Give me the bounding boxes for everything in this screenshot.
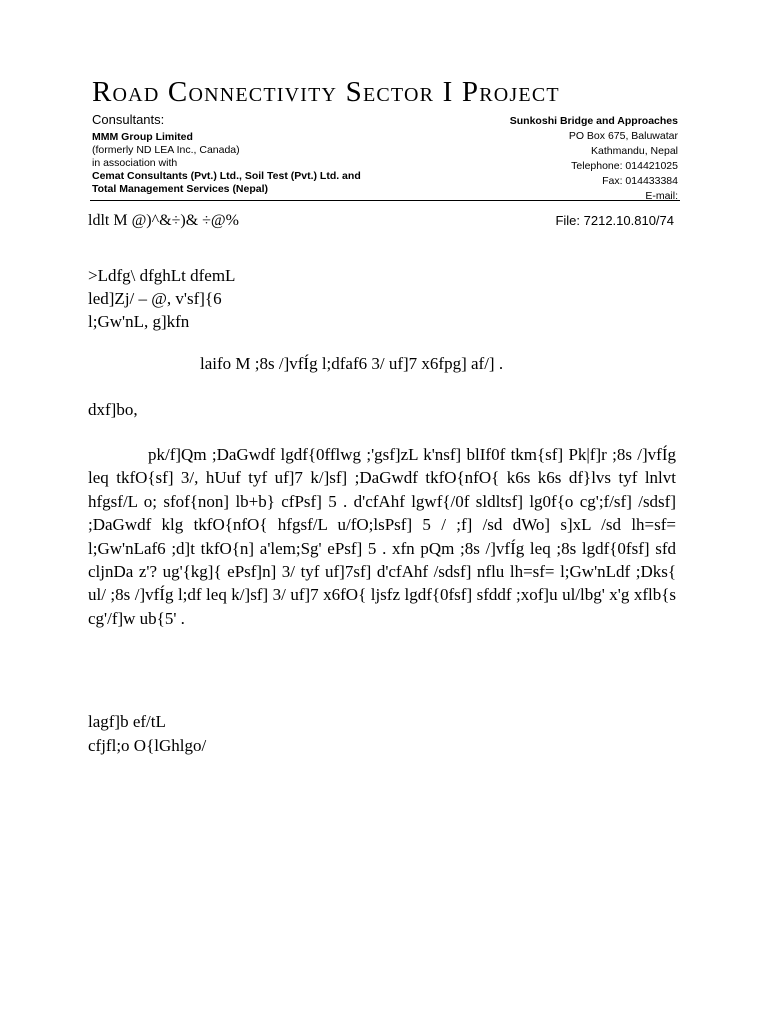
firm-line: MMM Group Limited	[92, 131, 193, 143]
project-office-address	[410, 114, 678, 204]
address-line: led]Zj/ – @, v'sf]{6	[88, 289, 222, 308]
file-reference: File: 7212.10.810/74	[555, 213, 674, 228]
consultants-label: Consultants:	[92, 112, 165, 127]
office-line: PO Box 675, Baluwatar	[568, 130, 678, 142]
consultant-firms	[92, 131, 361, 196]
letter-date: ldlt M @)^&÷)& ÷@%	[88, 212, 239, 229]
letter-subject: laifo M ;8s /]vfÍg l;dfaf6 3/ uf]7 x6fpg] af/] .	[200, 354, 504, 373]
office-line: Kathmandu, Nepal	[591, 145, 678, 157]
firm-line: Cemat Consultants (Pvt.) Ltd., Soil Test (Pvt.) Ltd. and	[92, 170, 361, 182]
signatory-title: cfjfl;o O{lGhlgo/	[88, 736, 207, 755]
salutation: dxf]bo,	[88, 400, 138, 419]
address-line: l;Gw'nL, g]kfn	[88, 312, 190, 331]
body-text: pk/f]Qm ;DaGwdf lgdf{0fflwg ;'gsf]zL k'nsf] blIf0f tkm{sf] Pk|f]r ;8s /]vfÍg leq tkfO{sf] 3/, hUuf tyf uf]7 k/]sf] ;DaGwdf tkfO{nfO{ k6s k6s df}lvs tyf lnlvt hfgsf/L o; sfof{non] lb+b} cfPsf] 5 . d'cfAhf lgwf{/0f sldltsf] lg0f{o cg';f/sf] /sdsf] ;DaGwdf klg tkfO{nfO{ hfgsf/L u/fO;lsPsf] 5 / ;f] /sd dWo] s]xL /sd lh=sf= l;Gw'nLaf6 ;d]t tkfO{n] a'lem;Sg' ePsf] 5 . xfn pQm ;8s /]vfÍg leq ;8s lgdf{0fsf] sfd cljnDa z'? ug'{kg]{ ePsf]n] 3/ tyf uf]7sf] d'cfAhf /sdsf] nflu lh=sf= l;Gw'nLdf ;Dks{ ul/ ;8s /]vfÍg l;df leq k/]sf] 3/ uf]7 x6fO{ ljsfz lgdf{0fsf] sfddf ;xof]u ul/lbg' x'g xflb{s cg'/f]w ub{5' .	[88, 445, 676, 628]
office-line: E-mail:	[645, 190, 678, 202]
firm-line: (formerly ND LEA Inc., Canada)	[92, 144, 240, 156]
signatory-name: lagf]b ef/tL	[88, 712, 166, 731]
office-line: Fax: 014433384	[602, 175, 678, 187]
office-line: Sunkoshi Bridge and Approaches	[509, 115, 678, 127]
header-divider	[90, 200, 680, 201]
project-title: Road Connectivity Sector I Project	[92, 76, 560, 108]
signature-block	[88, 710, 206, 758]
office-line: Telephone: 014421025	[571, 160, 678, 172]
firm-line: Total Management Services (Nepal)	[92, 183, 269, 195]
recipient-address	[88, 264, 235, 333]
firm-line: in association with	[92, 157, 178, 169]
address-line: >Ldfg\ dfghLt dfemL	[88, 266, 236, 285]
letter-body	[88, 443, 676, 630]
